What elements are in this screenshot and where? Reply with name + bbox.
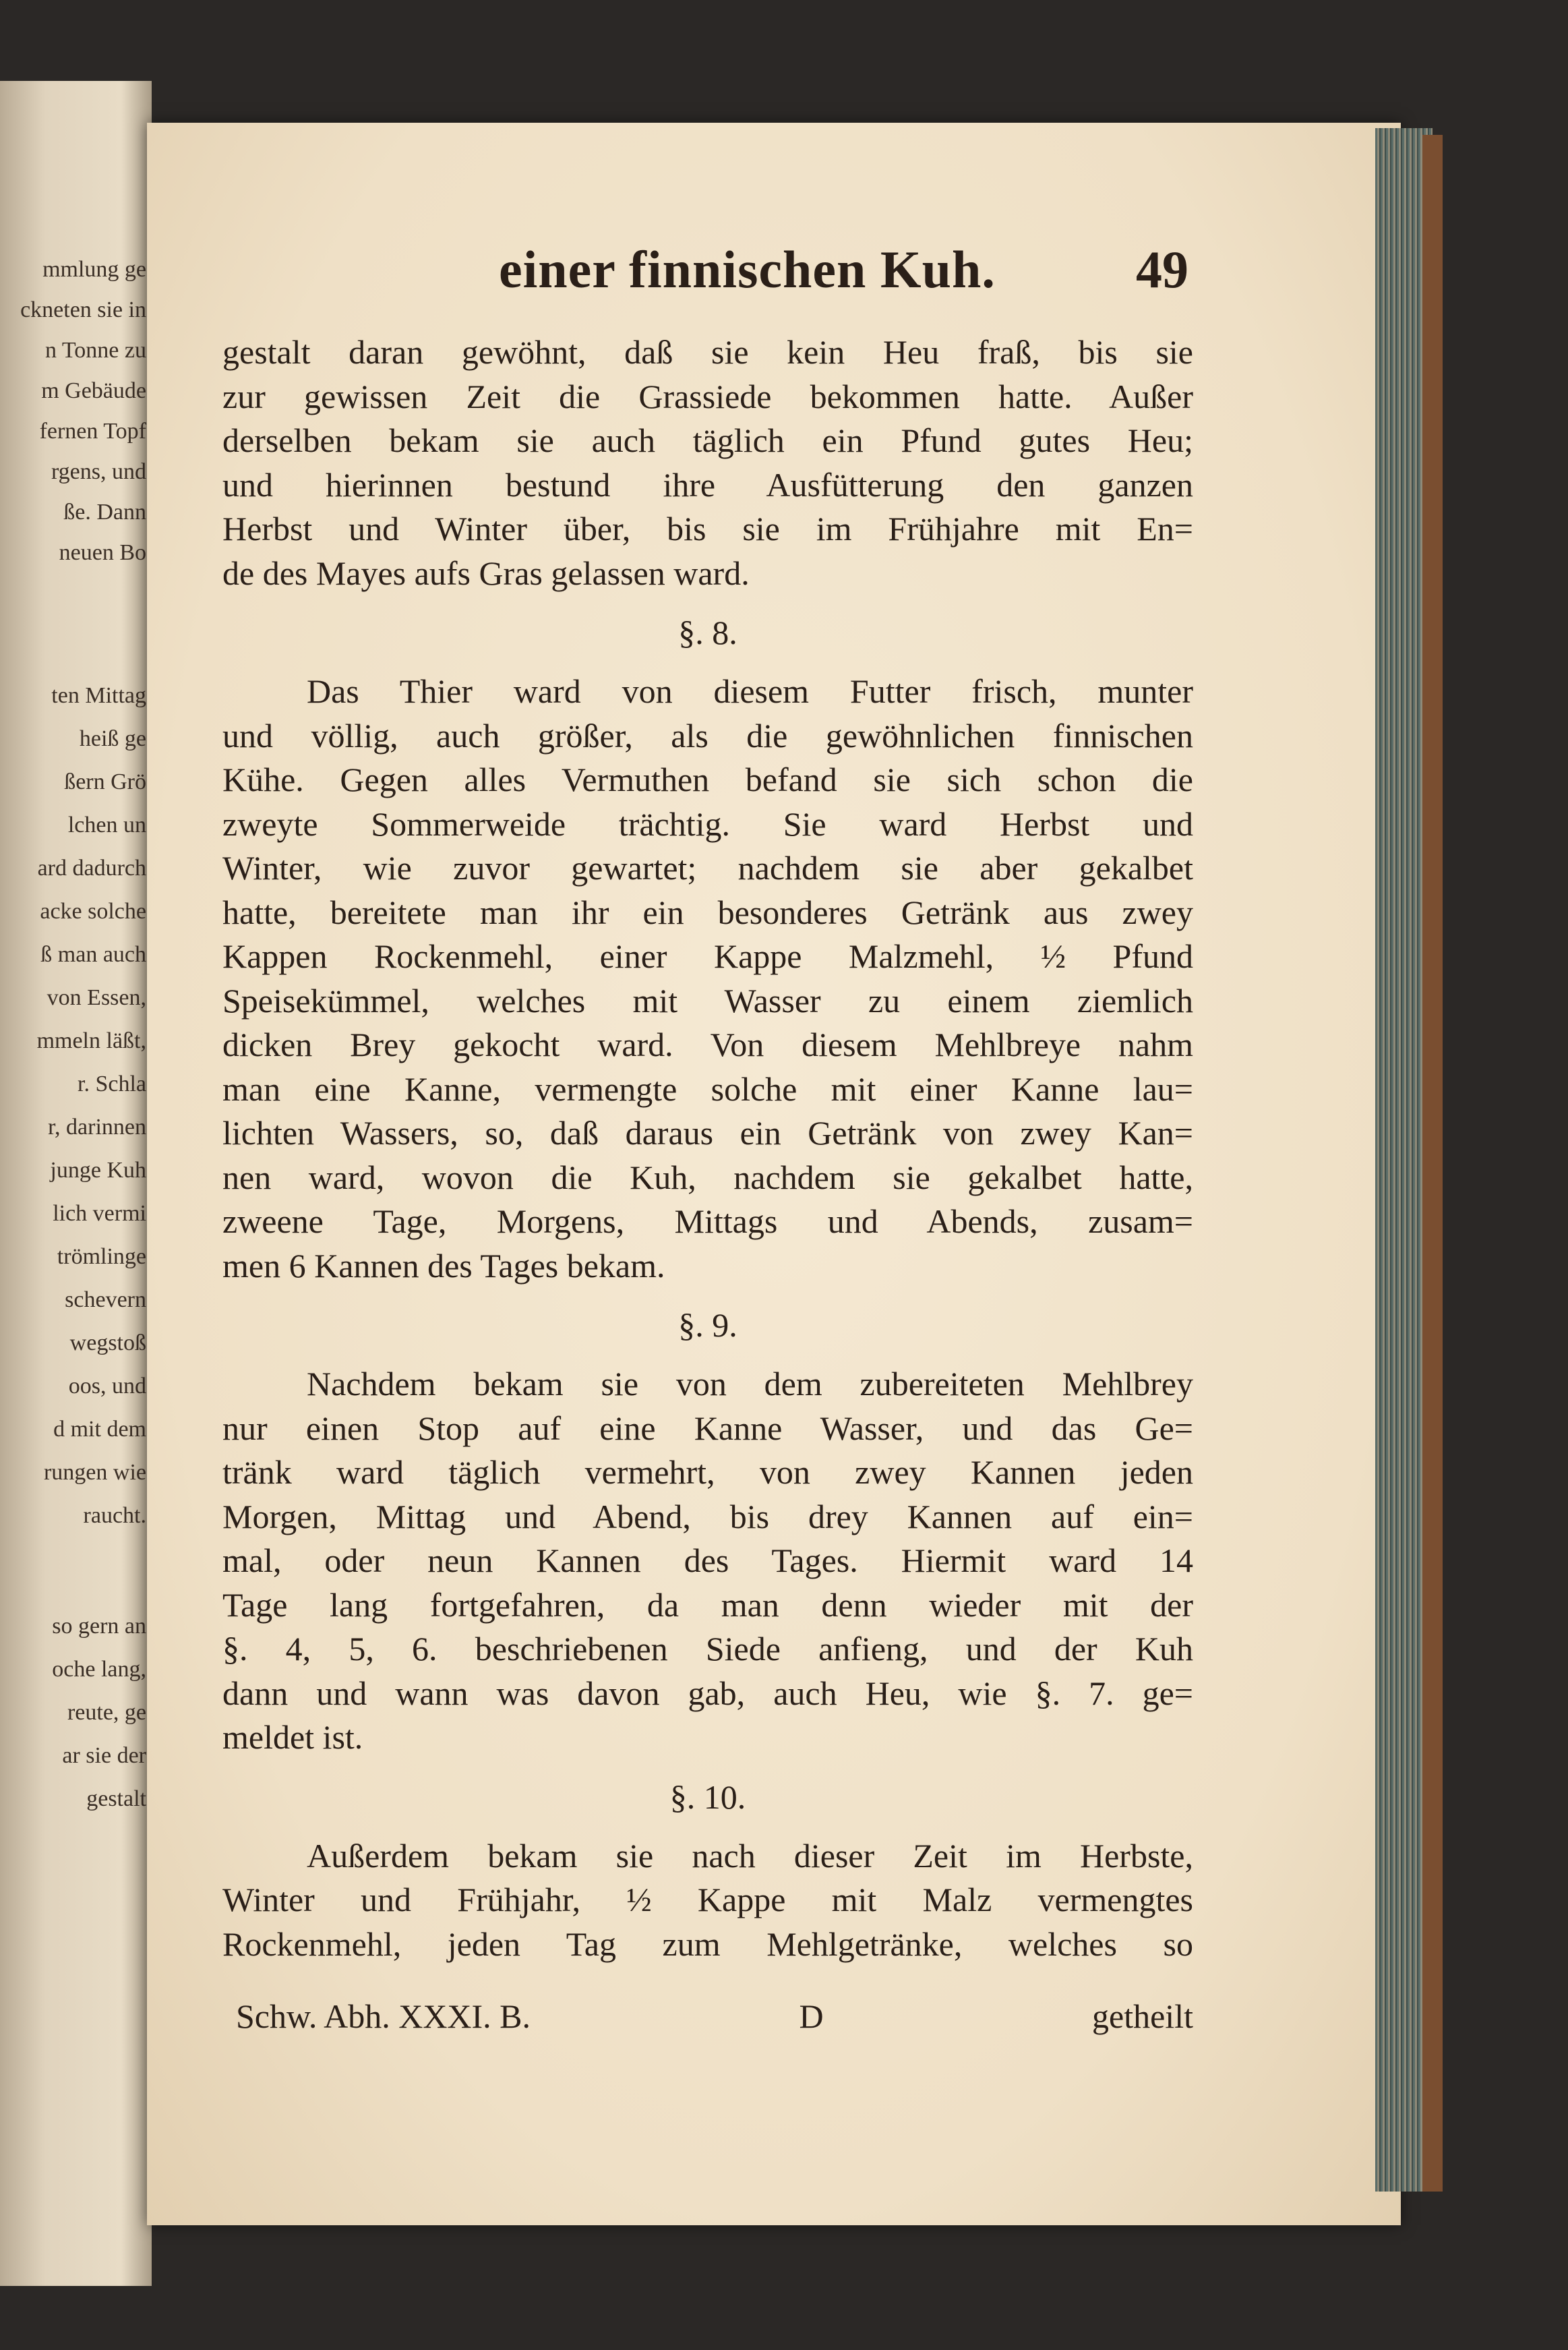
text-line: Außerdem bekam sie nach dieser Zeit im Herbste, — [307, 1836, 1193, 1875]
signature-line: Schw. Abh. XXXI. B. — [236, 1997, 531, 2035]
facing-page-fragment: junge Kuh — [50, 1158, 146, 1183]
text-line: Winter und Frühjahr, ½ Kappe mit Malz vermengtes — [222, 1881, 1193, 1918]
facing-page-fragment: lich vermi — [53, 1201, 146, 1226]
book-cover-edge — [1422, 135, 1443, 2192]
text-line: nen ward, wovon die Kuh, nachdem sie gekalbet hatte, — [222, 1158, 1193, 1196]
text-line: zur gewissen Zeit die Grassiede bekommen hatte. Außer — [222, 377, 1193, 415]
facing-page-left — [0, 81, 152, 2286]
text-line: men 6 Kannen des Tages bekam. — [222, 1246, 665, 1285]
facing-page-fragment: ten Mittag — [51, 683, 146, 708]
text-line: Kappen Rockenmehl, einer Kappe Malzmehl, ½ Pfund — [222, 937, 1193, 975]
facing-page-fragment: schevern — [65, 1287, 146, 1312]
facing-page-fragment: reute, ge — [67, 1700, 146, 1725]
text-line: dann und wann was davon gab, auch Heu, wie §. 7. ge= — [222, 1674, 1193, 1712]
body-text — [222, 330, 1193, 1966]
facing-page-fragment: oos, und — [68, 1374, 146, 1399]
catchword: getheilt — [1092, 1997, 1193, 2035]
facing-page-fragment: ar sie der — [62, 1743, 146, 1768]
text-line: Rockenmehl, jeden Tag zum Mehlgetränke, welches so — [222, 1925, 1193, 1963]
text-line: Speisekümmel, welches mit Wasser zu einem ziemlich — [222, 981, 1193, 1020]
facing-page-fragment: trömlinge — [57, 1244, 146, 1269]
facing-page-fragment: mmlung ge — [42, 257, 146, 282]
facing-page-fragment: ße. Dann — [63, 500, 146, 525]
facing-page-fragment: n Tonne zu — [45, 338, 146, 363]
facing-page-fragment: m Gebäude — [41, 378, 146, 403]
facing-page-fragment: ßern Grö — [64, 769, 146, 794]
sheet-mark: D — [799, 1997, 824, 2035]
section-heading: §. 10. — [669, 1778, 746, 1816]
text-line: Das Thier ward von diesem Futter frisch, munter — [307, 672, 1193, 710]
facing-page-fragment: rungen wie — [43, 1460, 146, 1485]
text-line: Tage lang fortgefahren, da man denn wieder mit der — [222, 1585, 1193, 1624]
text-line: gestalt daran gewöhnt, daß sie kein Heu fraß, bis sie — [222, 333, 1193, 371]
facing-page-fragment: raucht. — [83, 1503, 146, 1528]
text-line: mal, oder neun Kannen des Tages. Hiermit ward 14 — [222, 1541, 1193, 1579]
section-heading: §. 8. — [678, 614, 737, 651]
facing-page-fragment: r. Schla — [78, 1071, 146, 1096]
text-line: und völlig, auch größer, als die gewöhnlichen finnischen — [222, 716, 1193, 755]
page-footer — [236, 1996, 1193, 2036]
section-heading: §. 9. — [678, 1306, 737, 1344]
text-line: nur einen Stop auf eine Kanne Wasser, und das Ge= — [222, 1409, 1193, 1447]
text-line: Kühe. Gegen alles Vermuthen befand sie sich schon die — [222, 761, 1193, 798]
page-number: 49 — [1136, 240, 1188, 299]
facing-page-fragment: fernen Topf — [39, 419, 146, 444]
text-line: Winter, wie zuvor gewartet; nachdem sie aber gekalbet — [222, 849, 1193, 887]
text-line: lichten Wassers, so, daß daraus ein Getränk von zwey Kan= — [222, 1114, 1193, 1152]
facing-page-fragment: rgens, und — [51, 459, 146, 484]
facing-page-fragment: acke solche — [40, 899, 146, 924]
facing-page-fragment: heiß ge — [79, 726, 146, 751]
text-line: hatte, bereitete man ihr ein besonderes Getränk aus zwey — [222, 893, 1193, 931]
text-line: tränk ward täglich vermehrt, von zwey Kannen jeden — [222, 1453, 1193, 1491]
text-line: Nachdem bekam sie von dem zubereiteten Mehlbrey — [307, 1365, 1193, 1403]
text-line: zweene Tage, Morgens, Mittags und Abends, zusam= — [222, 1202, 1193, 1240]
text-line: man eine Kanne, vermengte solche mit einer Kanne lau= — [222, 1069, 1193, 1108]
text-line: §. 4, 5, 6. beschriebenen Siede anfieng, und der Kuh — [222, 1630, 1193, 1668]
facing-page-fragment: mmeln läßt, — [36, 1028, 146, 1053]
text-line: zweyte Sommerweide trächtig. Sie ward Herbst und — [222, 804, 1193, 843]
running-title: einer finnischen Kuh. — [499, 240, 996, 299]
text-line: Morgen, Mittag und Abend, bis drey Kannen auf ein= — [222, 1497, 1193, 1535]
facing-page-fragment: gestalt — [86, 1786, 146, 1811]
facing-page-fragment: ard dadurch — [37, 856, 146, 881]
facing-page-fragment: oche lang, — [52, 1657, 146, 1682]
facing-page-fragment: lchen un — [67, 813, 146, 838]
facing-page-fragment: ckneten sie in — [20, 297, 146, 322]
facing-page-fragment: von Essen, — [47, 985, 146, 1010]
text-line: de des Mayes aufs Gras gelassen ward. — [222, 554, 750, 592]
facing-page-fragment: wegstoß — [69, 1330, 146, 1355]
facing-page-fragment: d mit dem — [53, 1417, 146, 1442]
facing-page-fragment: so gern an — [52, 1614, 146, 1639]
facing-page-fragment: neuen Bo — [59, 540, 146, 565]
text-line: dicken Brey gekocht ward. Von diesem Mehlbreye nahm — [222, 1026, 1193, 1063]
text-line: und hierinnen bestund ihre Ausfütterung den ganzen — [222, 465, 1193, 504]
text-line: meldet ist. — [222, 1718, 363, 1756]
facing-page-fragment: r, darinnen — [48, 1115, 146, 1140]
text-line: Herbst und Winter über, bis sie im Frühjahre mit En= — [222, 510, 1193, 548]
text-line: derselben bekam sie auch täglich ein Pfund gutes Heu; — [222, 421, 1193, 459]
facing-page-fragment: ß man auch — [40, 942, 146, 967]
